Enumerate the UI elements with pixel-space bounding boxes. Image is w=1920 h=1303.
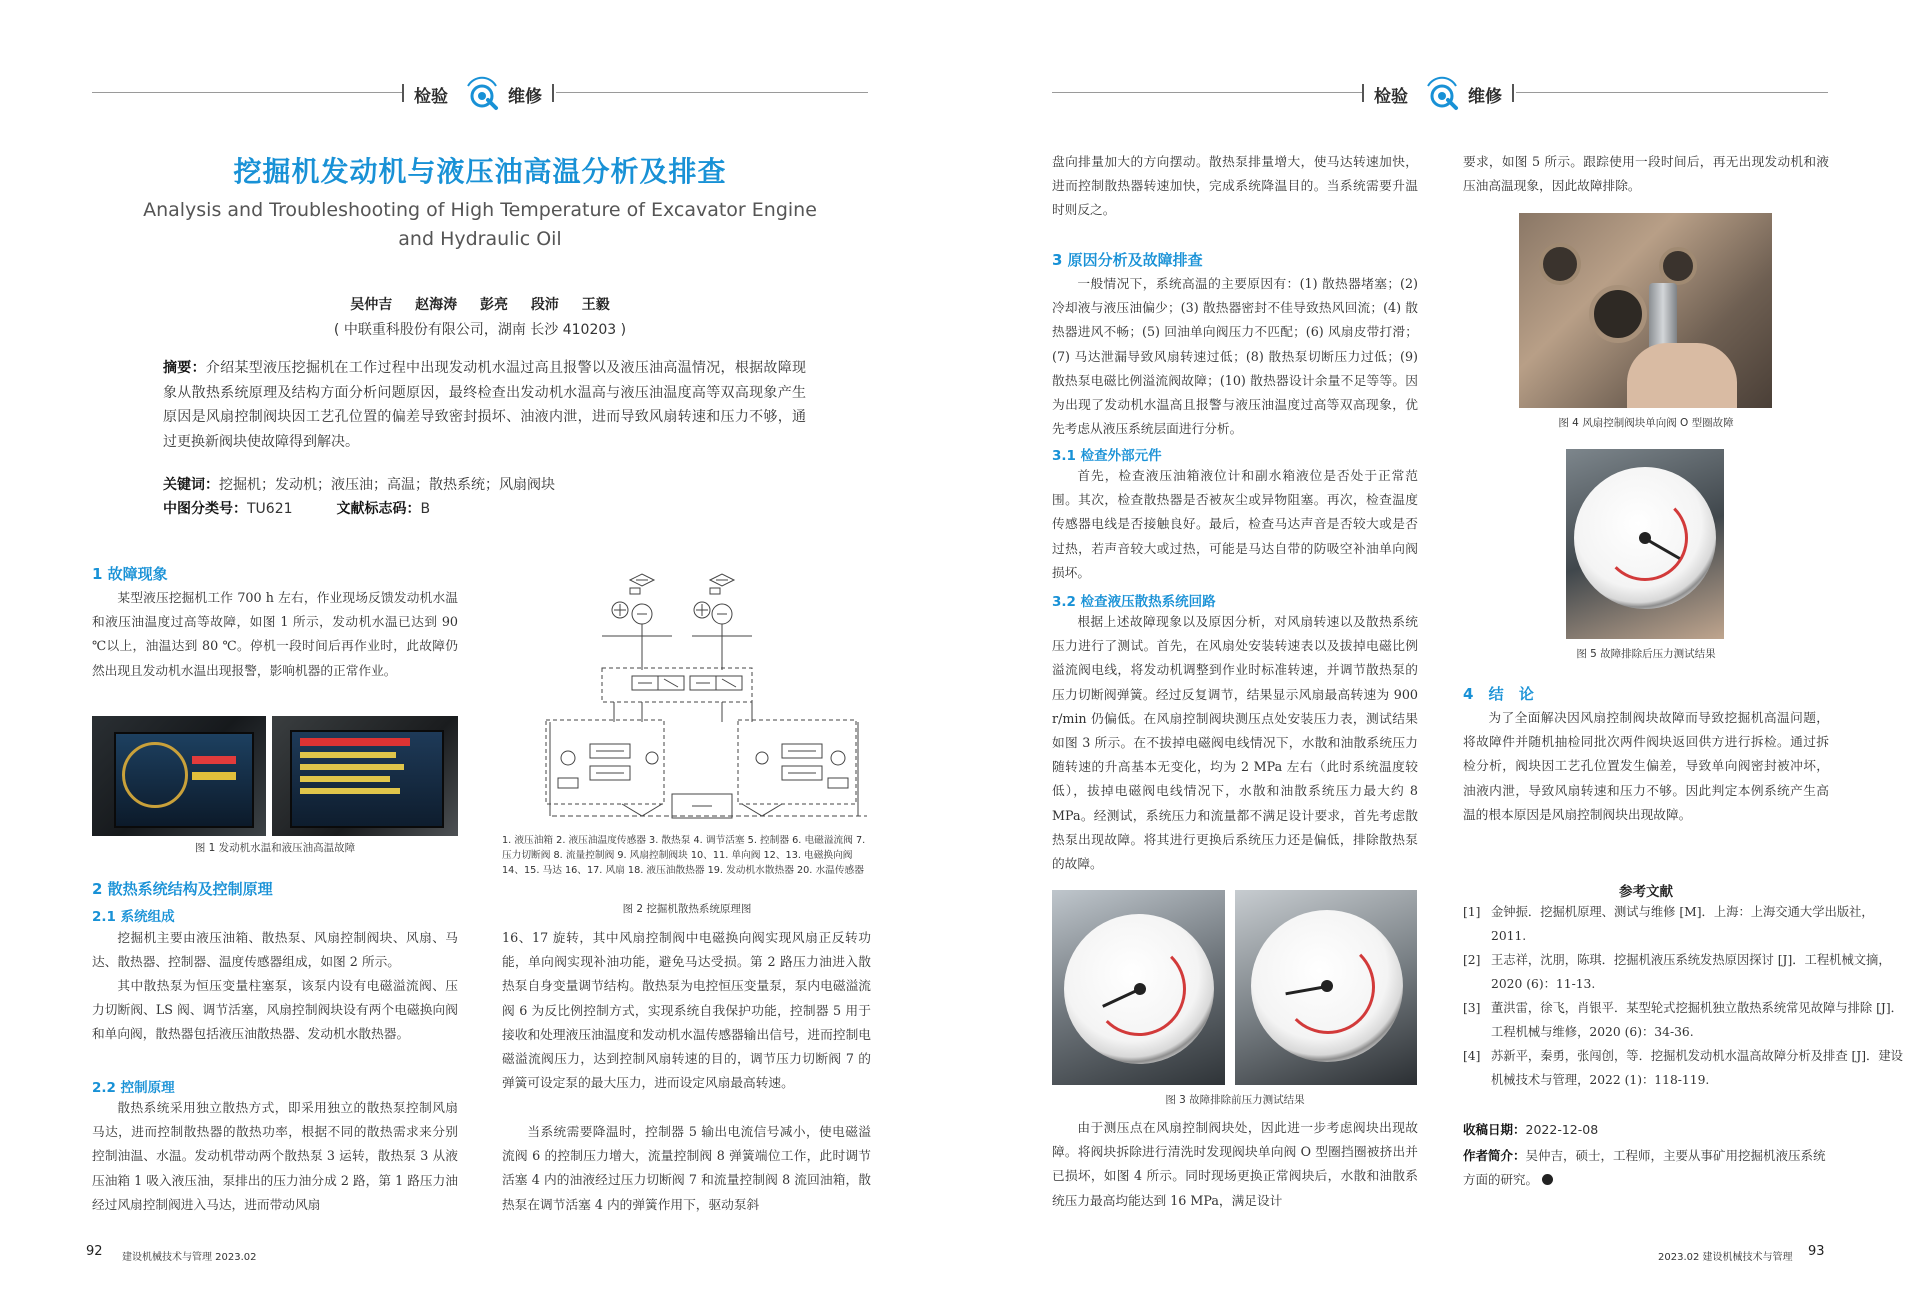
section-3-1-heading: 3.1 检查外部元件 — [1052, 448, 1162, 464]
reference-text: 苏新平，秦勇，张闯创，等．挖掘机发动机水温高故障分析及排查 [J]．建设机械技术与管理，2022 (1)：118-119. — [1491, 1049, 1903, 1087]
fig3-caption: 图 3 故障排除前压力测试结果 — [1165, 1094, 1305, 1106]
section-3-paragraph: 一般情况下，系统高温的主要原因有：(1) 散热器堵塞；(2) 冷却液与液压油偏少；(3) 散热器密封不佳导致热风回流；(4) 散热器进风不畅；(5) 回油单向阀压力不匹配；(6) 风扇皮带打滑；(7) 马达泄漏导致风扇转速过低；(8) 散热泵切断压力过低；(9) 散热泵电磁比例溢流阀故障；(10) 散热器设计余量不足等等。因为出现了发动机水温高且报警与液压油温度过高等双高现象，优先考虑从液压系统层面进行分析。 — [1052, 276, 1418, 437]
author-bio-text: 吴仲吉，硕士，工程师，主要从事矿用挖掘机液压系统方面的研究。 — [1463, 1148, 1826, 1187]
fig4-photo — [1519, 213, 1772, 408]
column-4-paragraph-0: 要求，如图 5 所示。跟踪使用一段时间后，再无出现发动机和液压油高温现象，因此故障排除。 — [1463, 154, 1829, 194]
column-2-paragraph-1: 16、17 旋转，其中风扇控制阀中电磁换向阀实现风扇正反转功能，单向阀实现补油功能，避免马达受损。第 2 路压力油进入散热泵自身变量调节结构。散热泵为电控恒压变量泵，泵内电磁溢流阀 6 为反比例控制方式，实现系统自我保护功能，控制器 5 用于接收和处理液压油温度和发动机水温传感器输出信号，进而控制电磁溢流阀压力，达到控制风扇转速的目的，调节压力切断阀 7 的弹簧可设定泵的最大压力，进而设定风扇最高转速。 — [502, 930, 871, 1091]
author-bio — [1463, 1144, 1829, 1192]
clc-value: TU621 — [247, 501, 293, 517]
doc-label: 文献标志码： — [336, 501, 421, 517]
abstract-label: 摘要： — [163, 360, 206, 376]
fig5-photo — [1566, 449, 1724, 639]
column-3-paragraph-last: 由于测压点在风扇控制阀块处，因此进一步考虑阀块出现故障。将阀块拆除进行清洗时发现阀块单向阀 O 型圈挡圈被挤出并已损坏，如图 4 所示。同时现场更换正常阀块后，水散和油散系统压力最高均能达到 16 MPa，满足设计 — [1052, 1120, 1418, 1208]
page-number-left: 92 — [86, 1244, 103, 1259]
reference-number: [2] — [1463, 953, 1481, 967]
doc-value: B — [420, 501, 431, 517]
reference-item — [1463, 996, 1908, 1044]
section-4-paragraph: 为了全面解决因风扇控制阀块故障而导致挖掘机高温问题，将故障件并随机抽检同批次两件阀块返回供方进行拆检。通过拆检分析，阀块因工艺孔位置发生偏差，导致单向阀密封被冲坏，油液内泄，导致风扇转速和压力不够。因此判定本例系统产生高温的根本原因是风扇控制阀块出现故障。 — [1463, 710, 1829, 822]
wrench-gear-icon — [1422, 72, 1462, 112]
section-2-heading: 2 散热系统结构及控制原理 — [92, 880, 273, 898]
article-subtitle: Analysis and Troubleshooting of High Temperature of Excavator Engine and Hydraulic Oil — [143, 199, 817, 250]
section-2-1-paragraph-1: 挖掘机主要由液压油箱、散热泵、风扇控制阀块、风扇、马达、散热器、控制器、温度传感器组成，如图 2 所示。 — [92, 930, 458, 970]
section-1-paragraph: 某型液压挖掘机工作 700 h 左右，作业现场反馈发动机水温和液压油温度过高等故障，如图 1 所示，发动机水温已达到 90 ℃以上，油温达到 80 ℃。停机一段时间后再作业时，此故障仍然出现且发动机水温出现报警，影响机器的正常作业。 — [92, 590, 458, 678]
author-list: 吴仲吉 赵海涛 彭亮 段沛 王毅 — [350, 297, 610, 313]
classification — [163, 498, 806, 518]
abstract-text: 介绍某型液压挖掘机在工作过程中出现发动机水温过高且报警以及液压油高温情况，根据故障现象从散热系统原理及结构方面分析问题原因，最终检查出发动机水温高与液压油温度高等双高现象产生原因是风扇控制阀块因工艺孔位置的偏差导致密封损坏、油液内泄，进而导致风扇转速和压力不够，通过更换新阀块使故障得到解决。 — [163, 360, 807, 450]
end-mark-icon — [1542, 1174, 1553, 1185]
section-3-heading: 3 原因分析及故障排查 — [1052, 251, 1203, 269]
section-3-2-heading: 3.2 检查液压散热系统回路 — [1052, 594, 1216, 610]
footer-journal-right: 2023.02 建设机械技术与管理 — [1658, 1252, 1793, 1263]
column-2-paragraph-2: 当系统需要降温时，控制器 5 输出电流信号减小，使电磁溢流阀 6 的控制压力增大，流量控制阀 8 弹簧端位工作，此时调节活塞 4 内的油液经过压力切断阀 7 和流量控制阀 8 流回油箱，散热泵在调节活塞 4 内的弹簧作用下，驱动泵斜 — [502, 1124, 871, 1212]
page-number-right: 93 — [1808, 1244, 1825, 1259]
keywords — [163, 474, 806, 494]
column-3-paragraph-0: 盘向排量加大的方向摆动。散热泵排量增大，使马达转速加快，进而控制散热器转速加快，完成系统降温目的。当系统需要升温时则反之。 — [1052, 154, 1418, 218]
fig3-photo-right — [1235, 890, 1417, 1085]
affiliation: ( 中联重科股份有限公司，湖南 长沙 410203 ) — [333, 322, 627, 338]
reference-text: 金钟振．挖掘机原理、测试与维修 [M]．上海：上海交通大学出版社，2011. — [1491, 905, 1874, 943]
clc-label: 中图分类号： — [163, 501, 247, 517]
fig2-legend: 1. 液压油箱 2. 液压油温度传感器 3. 散热泵 4. 调节活塞 5. 控制器 6. 电磁溢流阀 7. 压力切断阀 8. 流量控制阀 9. 风扇控制阀块 10、11. 单向阀 12、13. 电磁换向阀 14、15. 马达 16、17. 风扇 18. 液压油散热器 19. 发动机水散热器 20. 水温传感器 — [502, 835, 866, 877]
reference-number: [3] — [1463, 1001, 1481, 1015]
reference-item — [1463, 1044, 1908, 1092]
keywords-text: 挖掘机；发动机；液压油；高温；散热系统；风扇阀块 — [219, 477, 555, 493]
section-1-heading: 1 故障现象 — [92, 565, 168, 583]
reference-text: 王志祥，沈朋，陈琪．挖掘机液压系统发热原因探讨 [J]．工程机械文摘，2020 (6)：11-13. — [1491, 953, 1891, 991]
section-2-1-heading: 2.1 系统组成 — [92, 909, 175, 925]
reference-number: [4] — [1463, 1049, 1481, 1063]
header-divider — [552, 84, 554, 102]
header-label-repair: 维修 — [1468, 87, 1502, 107]
header-label-inspect: 检验 — [414, 87, 448, 107]
fig1-photo-right — [272, 716, 458, 836]
fig1-caption: 图 1 发动机水温和液压油高温故障 — [194, 842, 356, 854]
received-label: 收稿日期： — [1463, 1122, 1526, 1137]
received-value: 2022-12-08 — [1525, 1122, 1599, 1137]
section-4-heading: 4 结 论 — [1463, 685, 1534, 703]
header-divider — [402, 84, 404, 102]
wrench-gear-icon — [462, 72, 502, 112]
reference-text: 董洪雷，徐飞，肖银平．某型轮式挖掘机独立散热系统常见故障与排除 [J]．工程机械与维修，2020 (6)：34-36. — [1491, 1001, 1903, 1039]
fig4-caption: 图 4 风扇控制阀块单向阀 O 型圈故障 — [1558, 417, 1734, 429]
section-2-1-paragraph-2: 其中散热泵为恒压变量柱塞泵，该泵内设有电磁溢流阀、压力切断阀、LS 阀、调节活塞，风扇控制阀块设有两个电磁换向阀和单向阀，散热器包括液压油散热器、发动机水散热器。 — [92, 978, 458, 1042]
fig1-photo-left — [92, 716, 266, 836]
author-bio-label: 作者简介： — [1463, 1148, 1526, 1163]
received-date — [1463, 1120, 1829, 1138]
header-label-inspect: 检验 — [1374, 87, 1408, 107]
fig2-hydraulic-schematic — [542, 572, 877, 827]
section-3-1-paragraph: 首先，检查液压油箱液位计和副水箱液位是否处于正常范围。其次，检查散热器是否被灰尘或异物阻塞。再次，检查温度传感器电线是否接触良好。最后，检查马达声音是否较大或是否过热，若声音较大或过热，可能是马达自带的防吸空补油单向阀损坏。 — [1052, 468, 1418, 580]
section-2-2-paragraph: 散热系统采用独立散热方式，即采用独立的散热泵控制风扇马达，进而控制散热器的散热功率，根据不同的散热需求来分别控制油温、水温。发动机带动两个散热泵 3 运转，散热泵 3 从液压油箱 1 吸入液压油，泵排出的压力油分成 2 路，第 1 路压力油经过风扇控制阀进入马达，进而带动风扇 — [92, 1100, 458, 1212]
header-label-repair: 维修 — [508, 87, 542, 107]
header-divider — [1512, 84, 1514, 102]
keywords-label: 关键词： — [163, 477, 219, 493]
header-rule-left-b — [556, 92, 868, 93]
references-heading: 参考文献 — [1619, 884, 1673, 900]
footer-journal-left: 建设机械技术与管理 2023.02 — [122, 1252, 257, 1263]
fig2-caption: 图 2 挖掘机散热系统原理图 — [622, 903, 752, 915]
reference-number: [1] — [1463, 905, 1481, 919]
reference-item — [1463, 948, 1908, 996]
header-rule-right-b — [1516, 92, 1828, 93]
section-3-2-paragraph: 根据上述故障现象以及原因分析，对风扇转速以及散热系统压力进行了测试。首先，在风扇处安装转速表以及拔掉电磁比例溢流阀电线，将发动机调整到作业时标准转速，并调节散热泵的压力切断阀弹簧。经过反复调节，结果显示风扇最高转速为 900 r/min 仍偏低。在风扇控制阀块测压点处安装压力表，测试结果如图 3 所示。在不拔掉电磁阀电线情况下，水散和油散系统压力随转速的升高基本无变化，均为 2 MPa 左右（此时系统温度较低），拔掉电磁阀电线情况下，水散和油散系统压力最大约 8 MPa。经测试，系统压力和流量都不满足设计要求，首先考虑散热泵出现故障。将其进行更换后系统压力还是偏低，排除散热泵的故障。 — [1052, 614, 1418, 872]
fig5-caption: 图 5 故障排除后压力测试结果 — [1576, 648, 1716, 660]
abstract — [163, 356, 806, 454]
header-rule-right-a — [1052, 92, 1362, 93]
article-title: 挖掘机发动机与液压油高温分析及排查 — [233, 155, 727, 188]
fig3-photo-left — [1052, 890, 1225, 1085]
section-2-2-heading: 2.2 控制原理 — [92, 1080, 175, 1096]
header-rule-left-a — [92, 92, 402, 93]
reference-item — [1463, 900, 1908, 948]
header-divider — [1362, 84, 1364, 102]
